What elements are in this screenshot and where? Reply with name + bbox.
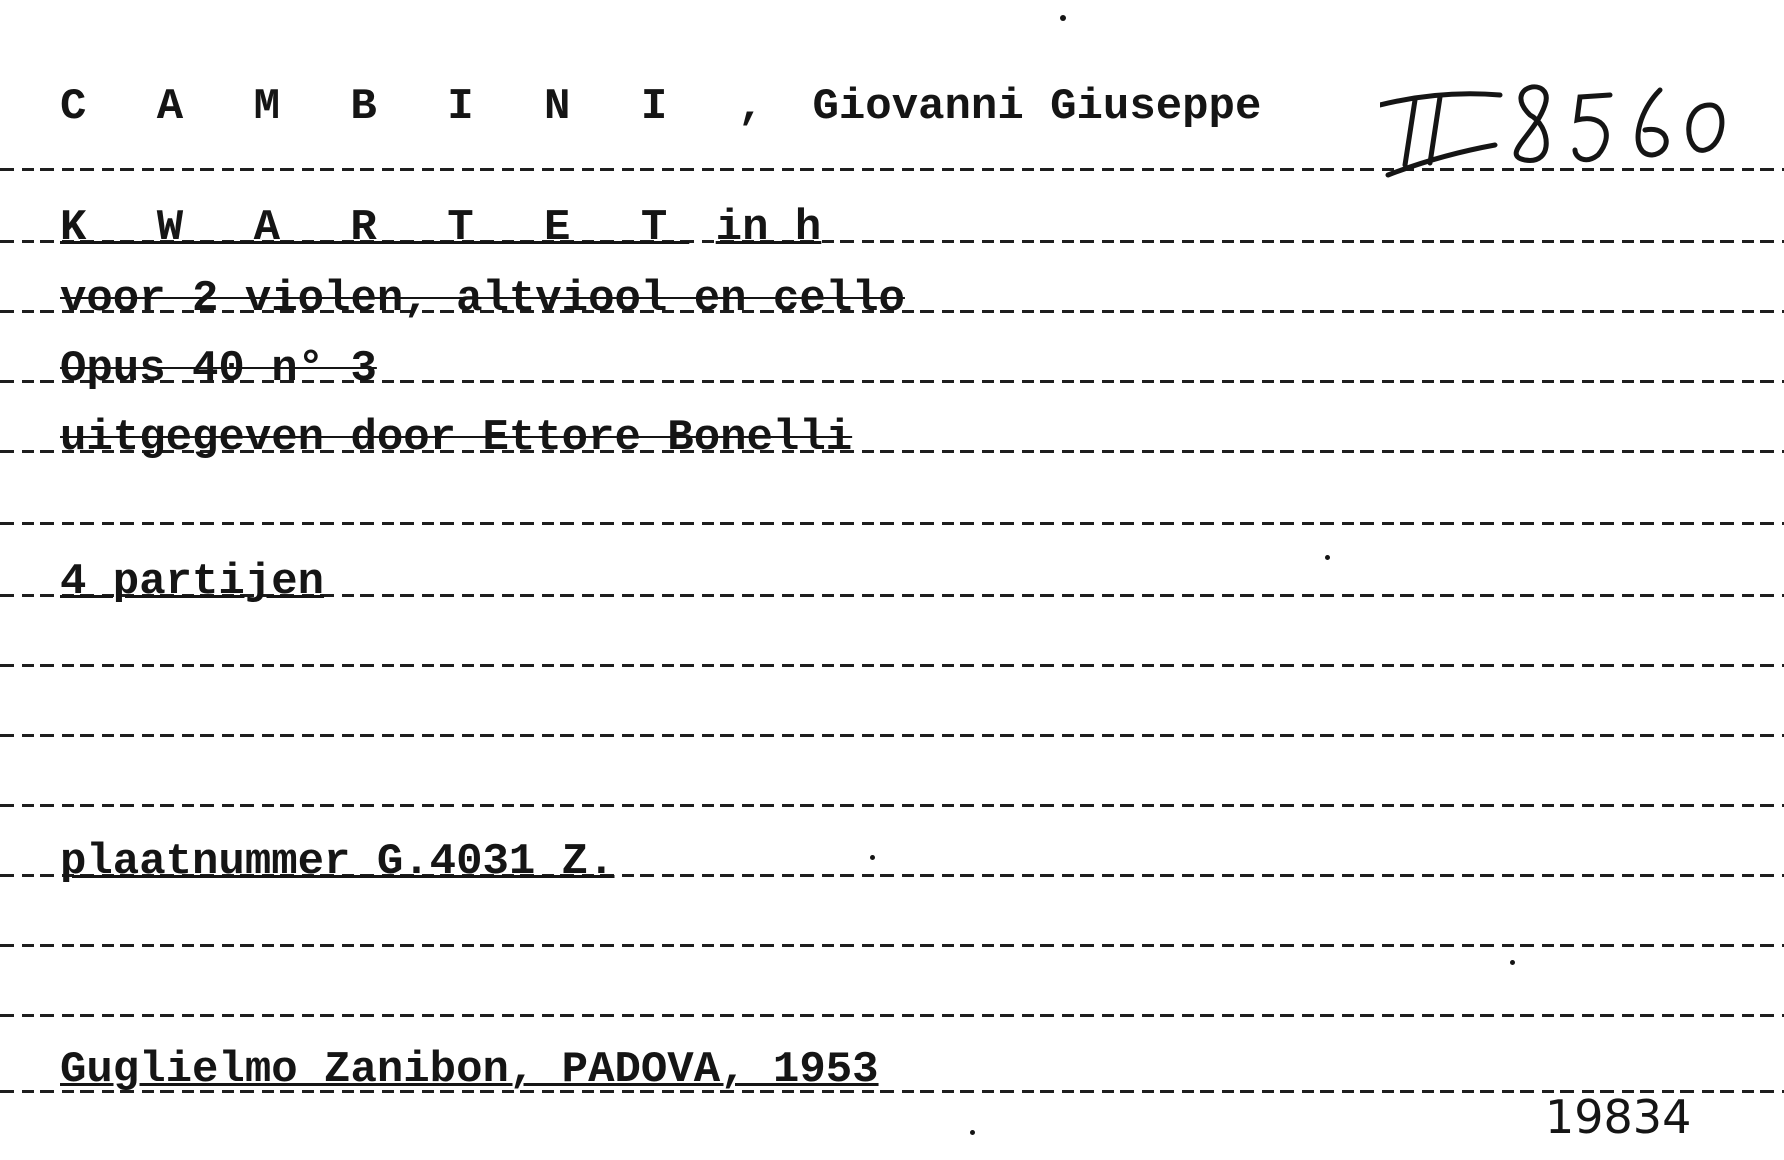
composer-given-names: Giovanni Giuseppe — [812, 82, 1262, 132]
opus-line: Opus 40 n° 3 — [60, 344, 377, 394]
work-key: in h — [715, 203, 822, 253]
instrumentation-line: voor 2 violen, altviool en cello — [60, 274, 905, 324]
ruled-line — [0, 804, 1784, 807]
editor-line: uitgegeven door Ettore Bonelli — [60, 413, 853, 463]
ink-speck — [1510, 960, 1515, 965]
plate-number-line: plaatnummer G.4031 Z. — [60, 837, 615, 887]
work-title: K W A R T E T — [60, 203, 690, 253]
ruled-line — [0, 1014, 1784, 1017]
ruled-line — [0, 664, 1784, 667]
parts-line: 4 partijen — [60, 557, 325, 607]
ink-speck — [970, 1130, 975, 1135]
composer-line — [60, 82, 1262, 132]
composer-surname: C A M B I N I , — [60, 82, 787, 132]
shelf-mark-text: II 8560 — [1380, 45, 1383, 46]
shelf-mark-handwritten — [1380, 45, 1740, 185]
ruled-line — [0, 944, 1784, 947]
ink-speck — [1325, 555, 1330, 560]
ruled-line — [0, 734, 1784, 737]
title-line — [60, 203, 822, 253]
ink-speck — [1060, 15, 1066, 21]
ruled-line — [0, 522, 1784, 525]
accession-number: 19834 — [1545, 1090, 1692, 1144]
ink-speck — [870, 855, 875, 860]
imprint-line: Guglielmo Zanibon, PADOVA, 1953 — [60, 1045, 879, 1095]
